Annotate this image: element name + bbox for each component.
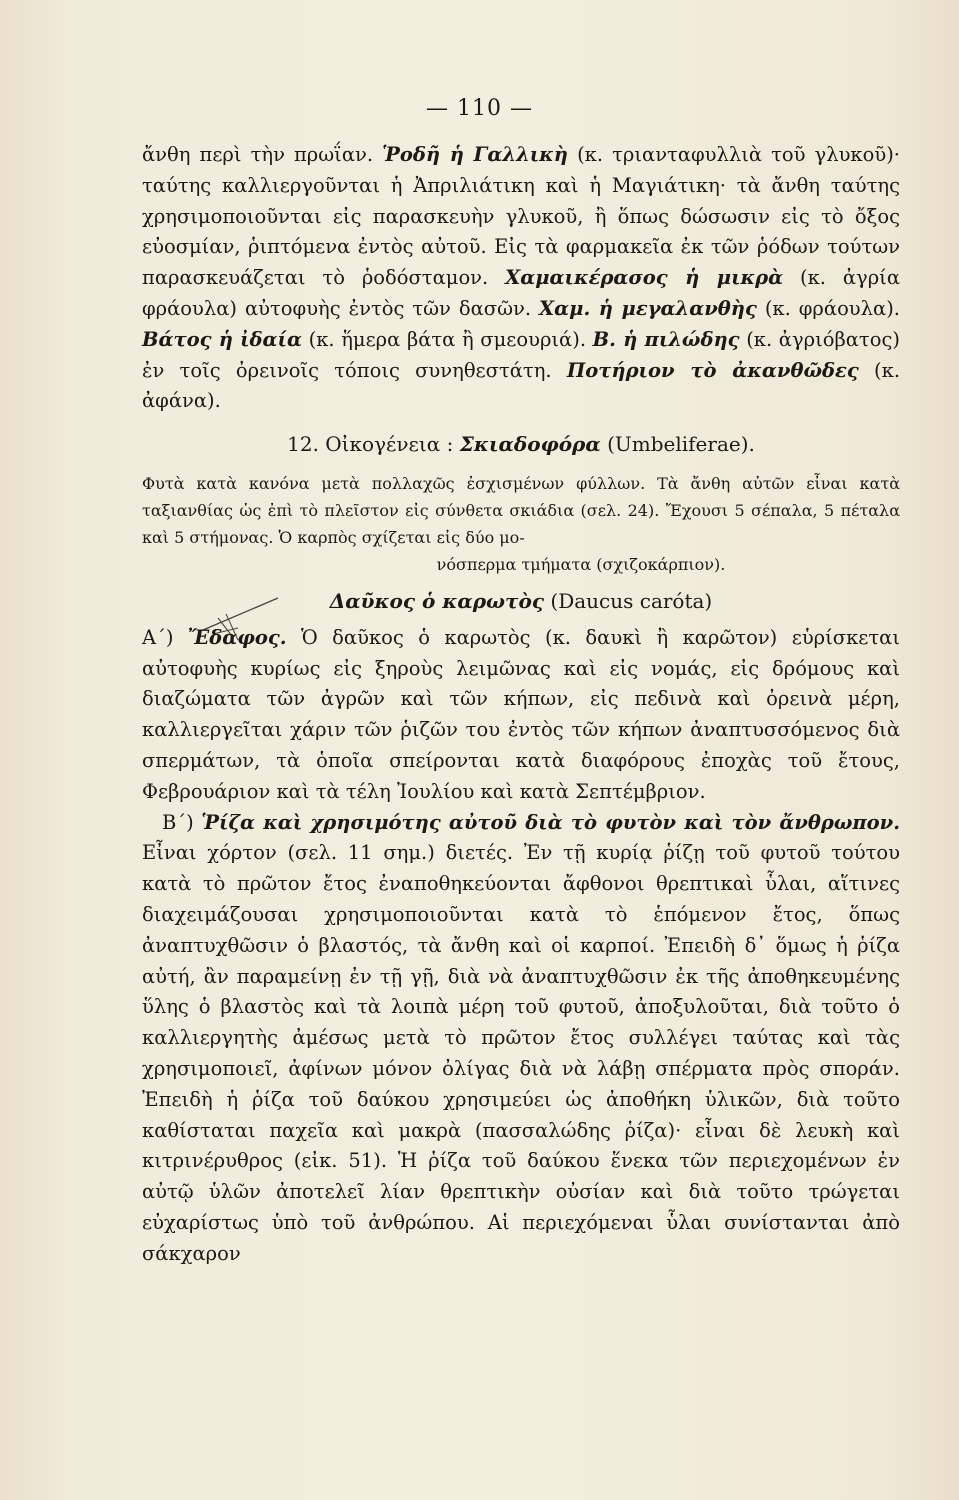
section-label: Α΄) bbox=[142, 625, 174, 649]
family-number: 12. Οἰκογένεια : bbox=[287, 432, 454, 457]
text-segment: (κ. ἀφάνα). bbox=[142, 358, 901, 413]
text-segment: (κ. φράουλα). bbox=[764, 296, 900, 320]
plant-name: Δαῦκος ὁ καρωτὸς bbox=[329, 588, 545, 613]
family-heading bbox=[142, 429, 900, 460]
section-label: Β΄) bbox=[162, 810, 194, 834]
section-text: Ὁ δαῦκος ὁ καρωτὸς (κ. δαυκὶ ἢ καρῶτον) εὑρίσκεται αὐτοφυὴς κυρίως εἰς ξηροὺς λειμῶνας καὶ εἰς νομάς, εἰς δρόμους καὶ διαζώματα τῶν ἀγρῶν καὶ τῶν κήπων, εἰς πεδινὰ καὶ ὀρεινὰ μέρη, καλλιεργεῖται χάριν τῶν ῥιζῶν του ἐντὸς τῶν κήπων ἀναπτυσσόμενος διὰ σπερμάτων, τὰ ὁποῖα σπείρονται κατὰ διαφόρους ἐποχὰς τοῦ ἔτους, Φεβρουάριον καὶ τὰ τέλη Ἰουλίου καὶ κατὰ Σεπτέμβριον. bbox=[142, 625, 900, 803]
text-segment: (κ. ἀγριόβατος) ἐν τοῖς ὀρεινοῖς τόποις συνηθεστάτη. bbox=[142, 327, 900, 382]
section-b-root bbox=[142, 808, 900, 1270]
plant-latin-name: (Daucus caróta) bbox=[550, 588, 713, 613]
family-latin-name: (Umbeliferae). bbox=[607, 432, 755, 457]
text-segment: ἄνθη περὶ τὴν πρωΐαν. bbox=[142, 143, 374, 166]
section-title: Ἔδαφος. bbox=[187, 625, 287, 649]
species-name: Βάτος ἡ ἰδαία bbox=[142, 327, 302, 351]
text-segment: (κ. τριανταφυλλιὰ τοῦ γλυκοῦ)· ταύτης καλλιεργοῦνται ἡ Ἀπριλιάτικη καὶ ἡ Μαγιάτικη· τὰ ἄνθη ταύτης χρησιμοποιοῦνται εἰς παρασκευὴν γλυκοῦ, ἢ ὅπως δώσωσιν εἰς τὸ ὄξος εὐοσμίαν, ῥιπτόμενα ἐντὸς αὐτοῦ. Εἰς τὰ φαρμακεῖα ἐκ τῶν ῥόδων τούτων παρασκευάζεται τὸ ῥοδόσταμον. bbox=[142, 143, 901, 290]
species-name: Χαμ. ἡ μεγαλανθὴς bbox=[539, 296, 757, 320]
family-description-continuation: νόσπερμα τμήματα (σχιζοκάρπιον). bbox=[436, 554, 726, 574]
section-title: Ῥίζα καὶ χρησιμότης αὐτοῦ διὰ τὸ φυτὸν καὶ τὸν ἄνθρωπον. bbox=[201, 810, 901, 834]
plant-heading bbox=[142, 586, 900, 617]
page-body bbox=[142, 140, 900, 1270]
rosaceae-paragraph bbox=[142, 140, 900, 417]
species-name: Χαμαικέρασος ἡ μικρὰ bbox=[505, 266, 784, 290]
section-a-soil bbox=[142, 623, 900, 808]
family-name: Σκιαδοφόρα bbox=[459, 432, 601, 457]
species-name: Ποτήριον τὸ ἀκανθῶδες bbox=[566, 358, 859, 382]
text-segment: (κ. ἀγρία φράουλα) αὐτοφυὴς ἐντὸς τῶν δασῶν. bbox=[142, 266, 900, 320]
section-text: Εἶναι χόρτον (σελ. 11 σημ.) διετές. Ἐν τῇ κυρίᾳ ῥίζῃ τοῦ φυτοῦ τούτου κατὰ τὸ πρῶτον ἔτος ἐναποθηκεύονται ἄφθονοι θρεπτικαὶ ὗλαι, αἵτινες διαχειμάζουσαι χρησιμοποιοῦνται κατὰ τὸ ἑπόμενον ἔτος, ὅπως ἀναπτυχθῶσιν ὁ βλαστός, τὰ ἄνθη καὶ οἱ καρποί. Ἐπειδὴ δ᾿ ὅμως ἡ ῥίζα αὐτή, ἂν παραμείνῃ ἐν τῇ γῇ, διὰ νὰ ἀναπτυχθῶσιν ἐκ τῆς ἀποθηκευμένης ὕλης ὁ βλαστὸς καὶ τὰ λοιπὰ μέρη τοῦ φυτοῦ, ἀποξυλοῦται, διὰ τοῦτο ὁ καλλιεργητὴς ἀμέσως μετὰ τὸ πρῶτον ἔτος συλλέγει ταύτας καὶ τὰς χρησιμοποιεῖ, ἀφίνων μόνον ὀλίγας διὰ νὰ λάβῃ σπέρματα πρὸς σποράν. Ἐπειδὴ ἡ ῥίζα τοῦ δαύκου χρησιμεύει ὡς ἀποθήκη ὑλικῶν, διὰ τοῦτο καθίσταται παχεῖα καὶ μακρὰ (πασσαλώδης ῥίζα)· εἶναι δὲ λευκὴ καὶ κιτρινέρυθρος (εἰκ. 51). Ἡ ῥίζα τοῦ δαύκου ἕνεκα τῶν περιεχομένων ἐν αὐτῷ ὑλῶν ἀποτελεῖ λίαν θρεπτικὴν οὐσίαν καὶ διὰ τοῦτο τρώγεται εὐχαρίστως ὑπὸ τοῦ ἀνθρώπου. Αἱ περιεχόμεναι ὗλαι συνίστανται ἀπὸ σάκχαρον bbox=[142, 841, 900, 1265]
species-name: Ῥοδῆ ἡ Γαλλικὴ bbox=[382, 143, 568, 166]
species-name: Β. ἡ πιλώδης bbox=[592, 327, 740, 351]
family-description bbox=[142, 470, 900, 578]
family-description-text: Φυτὰ κατὰ κανόνα μετὰ πολλαχῶς ἐσχισμένων φύλλων. Τὰ ἄνθη αὐτῶν εἶναι κατὰ ταξιανθίας ὡς ἐπὶ τὸ πλεῖστον εἰς σύνθετα σκιάδια (σελ. 24). Ἔχουσι 5 σέπαλα, 5 πέταλα καὶ 5 στήμονας. Ὁ καρπὸς σχίζεται εἰς δύο μο- bbox=[142, 473, 900, 547]
text-segment: (κ. ἥμερα βάτα ἢ σμεουριά). bbox=[308, 327, 587, 351]
page-number: — 110 — bbox=[426, 96, 533, 121]
